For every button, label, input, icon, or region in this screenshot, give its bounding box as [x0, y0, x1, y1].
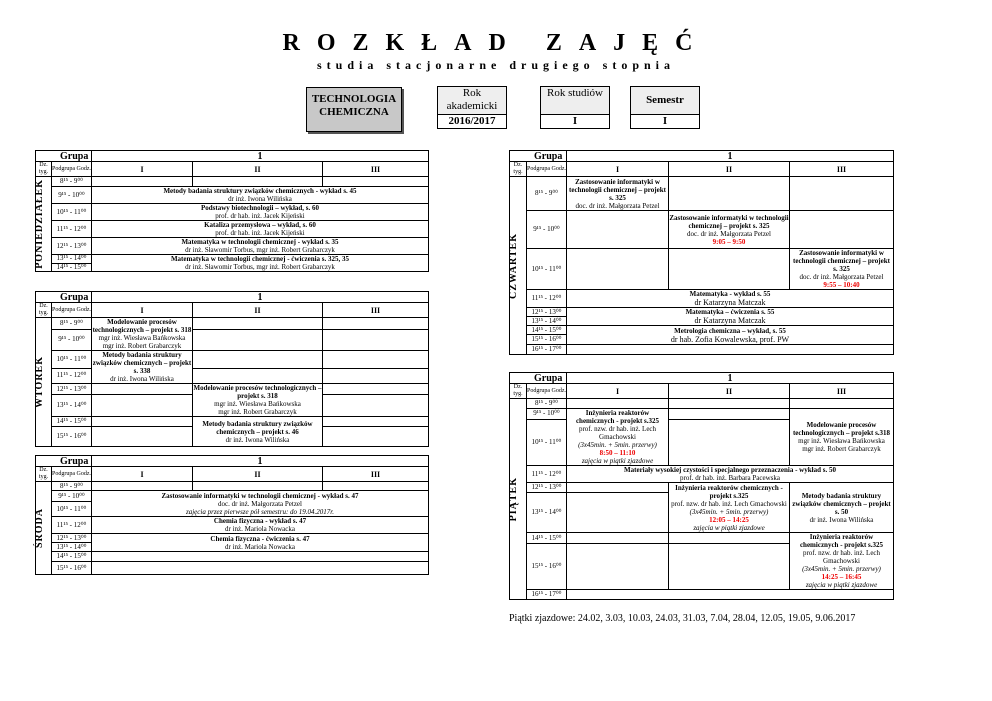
class-entry: Inżynieria reaktorów chemicznych - projekt s.325 prof. nzw. dr hab. inż. Lech Gmachowski (3x45min. + 5min. przerwy) 8:50 – 11:10 zajęcia w piątki zjazdowe	[567, 409, 669, 466]
hour-slot: 11¹⁵ - 12⁰⁰	[527, 290, 567, 308]
hour-slot: 12¹⁵ - 13⁰⁰	[527, 308, 567, 317]
class-entry: Matematyka – ćwiczenia s. 55 dr Katarzyna Matczak	[567, 308, 894, 326]
day-friday: PIĄTEK	[510, 399, 527, 600]
subgroup-header: Podgrupa Godz.	[52, 162, 92, 177]
friday-schedule	[509, 372, 894, 600]
class-entry: Modelowanie procesów technologicznych – projekt s. 318 mgr inż. Wiesława Bańkowska mgr inż. Robert Grabarczyk	[193, 384, 322, 416]
class-entry: Chemia fizyczna - wykład s. 47 dr inż. Mariola Nowacka	[92, 517, 429, 534]
hour-slot: 8¹⁵ - 9⁰⁰	[52, 318, 92, 330]
monday-schedule	[35, 150, 429, 272]
col-3-header: III	[323, 303, 429, 318]
hour-slot: 13¹⁵ - 14⁰⁰	[52, 255, 92, 264]
day-monday: PONIEDZIAŁEK	[36, 177, 52, 272]
semester-value: I	[630, 114, 700, 129]
hour-slot: 8¹⁵ - 9⁰⁰	[527, 399, 567, 409]
col-2-header: II	[193, 162, 323, 177]
col-3-header: III	[790, 162, 894, 177]
hour-slot: 8¹⁵ - 9⁰⁰	[52, 482, 92, 491]
class-entry: Zastosowanie informatyki w technologii chemicznej – projekt s. 325 doc. dr inż. Małgorzata Petzel 9:05 – 9:50	[669, 211, 790, 249]
class-entry: Modelowanie procesów technologicznych – projekt s.318 mgr inż. Wiesława Bańkowska mgr inż. Robert Grabarczyk	[790, 409, 894, 466]
col-2-header: II	[193, 467, 323, 482]
col-2-header: II	[193, 303, 323, 318]
academic-year-label: Rok akademicki	[437, 86, 507, 115]
hour-slot: 14¹⁵ - 15⁰⁰	[52, 263, 92, 272]
hour-slot: 10¹⁵ - 11⁰⁰	[52, 204, 92, 221]
hour-slot: 12¹⁵ - 13⁰⁰	[52, 238, 92, 255]
class-entry: Matematyka - wykład s. 55 dr Katarzyna Matczak	[567, 290, 894, 308]
class-entry: Chemia fizyczna - ćwiczenia s. 47 dr inż. Mariola Nowacka	[92, 534, 429, 552]
day-header: Dz. tyg.	[510, 162, 527, 177]
col-1-header: I	[567, 384, 669, 399]
hour-slot: 15¹⁵ - 16⁰⁰	[527, 544, 567, 590]
group-number: 1	[567, 151, 894, 162]
day-thursday: CZWARTEK	[510, 177, 527, 355]
page-subtitle: studia stacjonarne drugiego stopnia	[316, 58, 676, 72]
class-entry: Zastosowanie informatyki w technologii chemicznej – projekt s. 325 doc. dr inż. Małgorzata Petzel	[567, 177, 669, 211]
hour-slot: 11¹⁵ - 12⁰⁰	[52, 368, 92, 383]
day-header: Dz. tyg.	[510, 384, 527, 399]
hour-slot: 10¹⁵ - 11⁰⁰	[52, 502, 92, 517]
thursday-schedule	[509, 150, 894, 355]
col-3-header: III	[790, 384, 894, 399]
study-year-value: I	[540, 114, 610, 129]
hour-slot: 15¹⁵ - 16⁰⁰	[52, 427, 92, 447]
subgroup-header: Podgrupa Godz.	[527, 162, 567, 177]
hour-slot: 12¹⁵ - 13⁰⁰	[52, 384, 92, 395]
class-entry: Metody badania struktury związków chemicznych – projekt s. 338 dr inż. Iwona Wilińska	[92, 351, 192, 383]
hour-slot: 11¹⁵ - 12⁰⁰	[527, 466, 567, 483]
class-entry: Modelowanie procesów technologicznych – projekt s. 318 mgr inż. Wiesława Bańkowska mgr inż. Robert Grabarczyk	[92, 318, 192, 350]
hour-slot: 15¹⁵ - 16⁰⁰	[52, 562, 92, 575]
hour-slot: 13¹⁵ - 14⁰⁰	[52, 395, 92, 417]
hour-slot: 16¹⁵ - 17⁰⁰	[527, 590, 567, 600]
group-label: Grupa	[510, 151, 567, 162]
hour-slot: 9¹⁵ - 10⁰⁰	[527, 211, 567, 249]
class-entry: Metody badania struktury związków chemicznych – projekt s. 46 dr inż. Iwona Wilińska	[193, 417, 323, 447]
hour-slot: 14¹⁵ - 15⁰⁰	[52, 417, 92, 427]
day-header: Dz. tyg.	[36, 162, 52, 177]
hour-slot: 9¹⁵ - 10⁰⁰	[52, 329, 92, 350]
tuesday-schedule	[35, 291, 429, 447]
col-2-header: II	[669, 384, 790, 399]
class-entry: Metody badania struktury związków chemicznych – projekt s. 50 dr inż. Iwona Wilińska	[790, 483, 894, 533]
class-entry: Podstawy biotechnologii – wykład, s. 60 prof. dr hab. inż. Jacek Kijeński	[92, 204, 429, 221]
hour-slot: 16¹⁵ - 17⁰⁰	[527, 345, 567, 355]
col-3-header: III	[323, 162, 429, 177]
page-title: ROZKŁAD ZAJĘĆ	[282, 30, 710, 56]
hour-slot: 13¹⁵ - 14⁰⁰	[527, 493, 567, 533]
subgroup-header: Podgrupa Godz.	[527, 384, 567, 399]
field-of-study: TECHNOLOGIA CHEMICZNA	[306, 87, 402, 132]
day-tuesday: WTOREK	[36, 318, 52, 447]
hour-slot: 11¹⁵ - 12⁰⁰	[52, 517, 92, 534]
class-entry: Matematyka w technologii chemicznej - wykład s. 35 dr inż. Sławomir Torbus, mgr inż. Robert Grabarczyk	[92, 238, 429, 255]
col-3-header: III	[323, 467, 429, 482]
class-entry: Matematyka w technologii chemicznej - ćwiczenia s. 325, 35 dr inż. Sławomir Torbus, mgr inż. Robert Grabarczyk	[92, 255, 429, 272]
col-1-header: I	[92, 303, 193, 318]
group-label: Grupa	[510, 373, 567, 384]
group-label: Grupa	[36, 292, 92, 303]
hour-slot: 14¹⁵ - 15⁰⁰	[527, 326, 567, 335]
class-entry: Metody badania struktury związków chemicznych - wykład s. 45 dr inż. Iwona Wilińska	[92, 187, 429, 204]
class-entry: Zastosowanie informatyki w technologii chemicznej - wykład s. 47 doc. dr inż. Małgorzata Petzel zajęcia przez pierwsze pół semestru: do 19.04.2017r.	[92, 491, 429, 517]
hour-slot: 14¹⁵ - 15⁰⁰	[52, 552, 92, 562]
class-entry: Inżynieria reaktorów chemicznych - projekt s.325 prof. nzw. dr hab. inż. Lech Gmachowski (3x45min. + 5min. przerwy) 14:25 – 16:45 zajęcia w piątki zjazdowe	[790, 533, 894, 590]
day-header: Dz. tyg.	[36, 467, 52, 482]
group-label: Grupa	[36, 456, 92, 467]
group-number: 1	[92, 292, 429, 303]
group-number: 1	[92, 456, 429, 467]
hour-slot: 10¹⁵ - 11⁰⁰	[527, 419, 567, 465]
group-number: 1	[567, 373, 894, 384]
col-1-header: I	[92, 467, 193, 482]
day-header: Dz. tyg.	[36, 303, 52, 318]
hour-slot: 10¹⁵ - 11⁰⁰	[52, 351, 92, 369]
wednesday-schedule	[35, 455, 429, 575]
class-entry: Kataliza przemysłowa – wykład, s. 60 prof. dr hab. inż. Jacek Kijeński	[92, 221, 429, 238]
hour-slot: 9¹⁵ - 10⁰⁰	[527, 409, 567, 420]
hour-slot: 15¹⁵ - 16⁰⁰	[527, 335, 567, 345]
semester-label: Semestr	[630, 86, 700, 115]
col-2-header: II	[669, 162, 790, 177]
group-label: Grupa	[36, 151, 92, 162]
hour-slot: 12¹⁵ - 13⁰⁰	[52, 534, 92, 543]
hour-slot: 12¹⁵ - 13⁰⁰	[527, 483, 567, 493]
hour-slot: 8¹⁵ - 9⁰⁰	[52, 177, 92, 187]
col-1-header: I	[567, 162, 669, 177]
col-1-header: I	[92, 162, 193, 177]
day-wednesday: ŚRODA	[36, 482, 52, 575]
class-entry: Zastosowanie informatyki w technologii chemicznej – projekt s. 325 doc. dr inż. Małgorzata Petzel 9:55 – 10:40	[790, 249, 894, 290]
footer-note: Piątki zjazdowe: 24.02, 3.03, 10.03, 24.03, 31.03, 7.04, 28.04, 12.05, 19.05, 9.06.2017	[509, 613, 856, 624]
subgroup-header: Podgrupa Godz.	[52, 467, 92, 482]
hour-slot: 10¹⁵ - 11⁰⁰	[527, 249, 567, 290]
academic-year-value: 2016/2017	[437, 114, 507, 129]
hour-slot: 13¹⁵ - 14⁰⁰	[52, 543, 92, 552]
hour-slot: 11¹⁵ - 12⁰⁰	[52, 221, 92, 238]
hour-slot: 9¹⁵ - 10⁰⁰	[52, 491, 92, 502]
class-entry: Materiały wysokiej czystości i specjalnego przeznaczenia - wykład s. 50 prof. dr hab. inż. Barbara Pacewska	[567, 466, 894, 483]
hour-slot: 8¹⁵ - 9⁰⁰	[527, 177, 567, 211]
class-entry: Inżynieria reaktorów chemicznych - projekt s.325 prof. nzw. dr hab. inż. Lech Gmachowski (3x45min. + 5min. przerwy) 12:05 – 14:25 zajęcia w piątki zjazdowe	[669, 483, 790, 533]
group-number: 1	[92, 151, 429, 162]
hour-slot: 13¹⁵ - 14⁰⁰	[527, 317, 567, 326]
study-year-label: Rok studiów	[540, 86, 610, 115]
hour-slot: 9¹⁵ - 10⁰⁰	[52, 187, 92, 204]
hour-slot: 14¹⁵ - 15⁰⁰	[527, 533, 567, 544]
subgroup-header: Podgrupa Godz.	[52, 303, 92, 318]
class-entry: Metrologia chemiczna – wykład, s. 55 dr hab. Zofia Kowalewska, prof. PW	[567, 326, 894, 345]
